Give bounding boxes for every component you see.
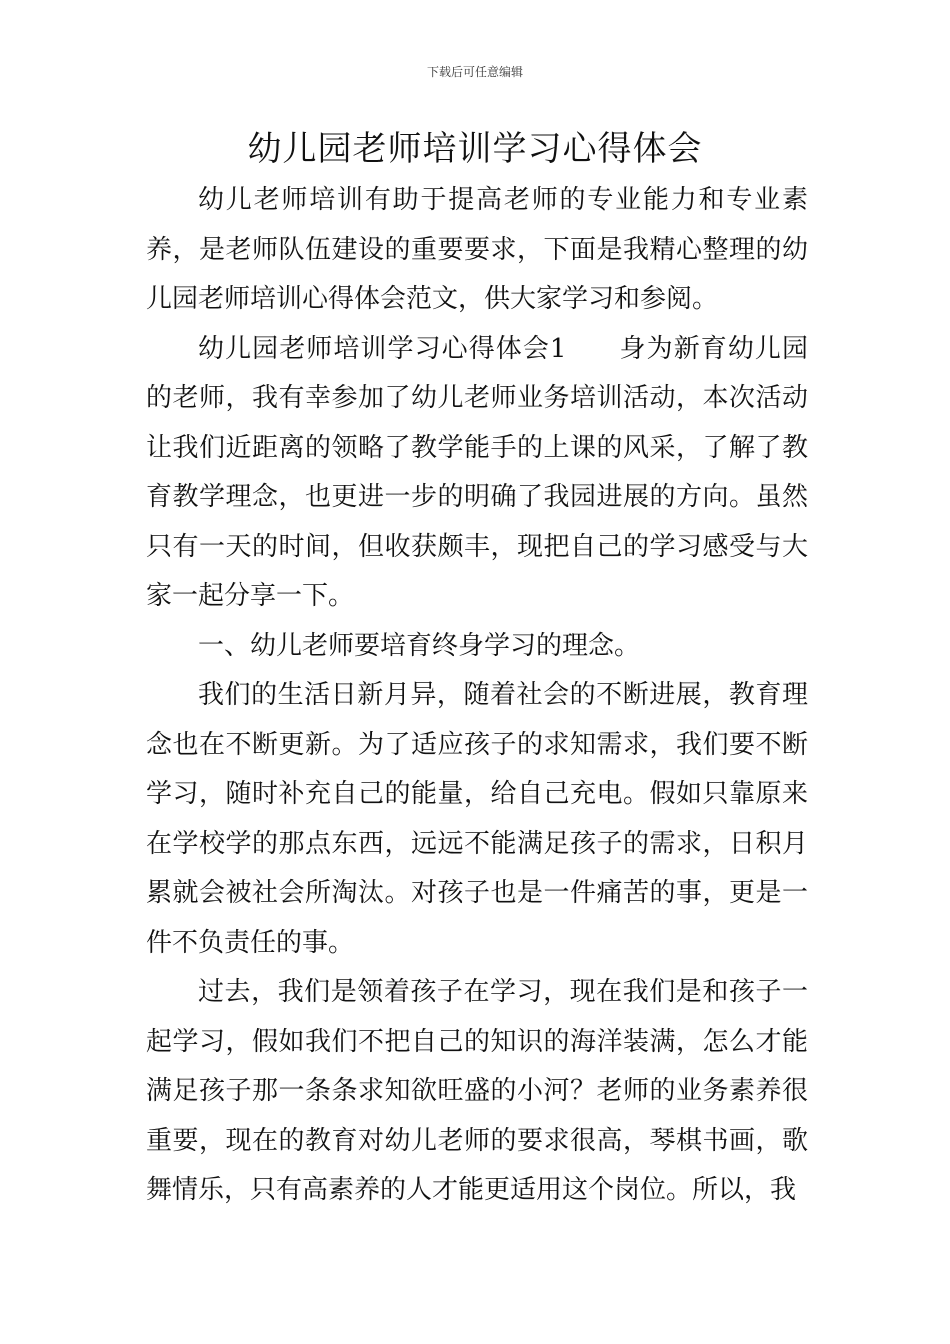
section-text: 身为新育幼儿园的老师，我有幸参加了幼儿老师业务培训活动，本次活动让我们近距离的领略了教学能手的上课的风采，了解了教育教学理念，也更进一步的明确了我园进展的方向。虽然只有一天的时间，但收获颇丰，现把自己的学习感受与大家一起分享一下。 [146, 333, 808, 611]
section-heading: 幼儿园老师培训学习心得体会1 [198, 333, 567, 364]
paragraph-past: 过去，我们是领着孩子在学习，现在我们是和孩子一起学习，假如我们不把自己的知识的海洋装满，怎么才能满足孩子那一条条求知欲旺盛的小河？老师的业务素养很重要，现在的教育对幼儿老师的要求很高，琴棋书画，歌舞情乐，只有高素养的人才能更适用这个岗位。所以，我 [146, 977, 808, 1205]
paragraph-section-1 [146, 325, 808, 622]
document-body [146, 176, 808, 1216]
header-note: 下载后可任意编辑 [426, 65, 523, 79]
paragraph-intro: 幼儿老师培训有助于提高老师的专业能力和专业素养，是老师队伍建设的重要要求，下面是我精心整理的幼儿园老师培训心得体会范文，供大家学习和参阅。 [146, 185, 808, 314]
paragraph-point-1-body: 我们的生活日新月异，随着社会的不断进展，教育理念也在不断更新。为了适应孩子的求知需求，我们要不断学习，随时补充自己的能量，给自己充电。假如只靠原来在学校学的那点东西，远远不能满足孩子的需求，日积月累就会被社会所淘汰。对孩子也是一件痛苦的事，更是一件不负责任的事。 [146, 680, 808, 958]
paragraph-point-1-heading: 一、幼儿老师要培育终身学习的理念。 [198, 630, 641, 661]
document-title: 幼儿园老师培训学习心得体会 [247, 129, 703, 169]
